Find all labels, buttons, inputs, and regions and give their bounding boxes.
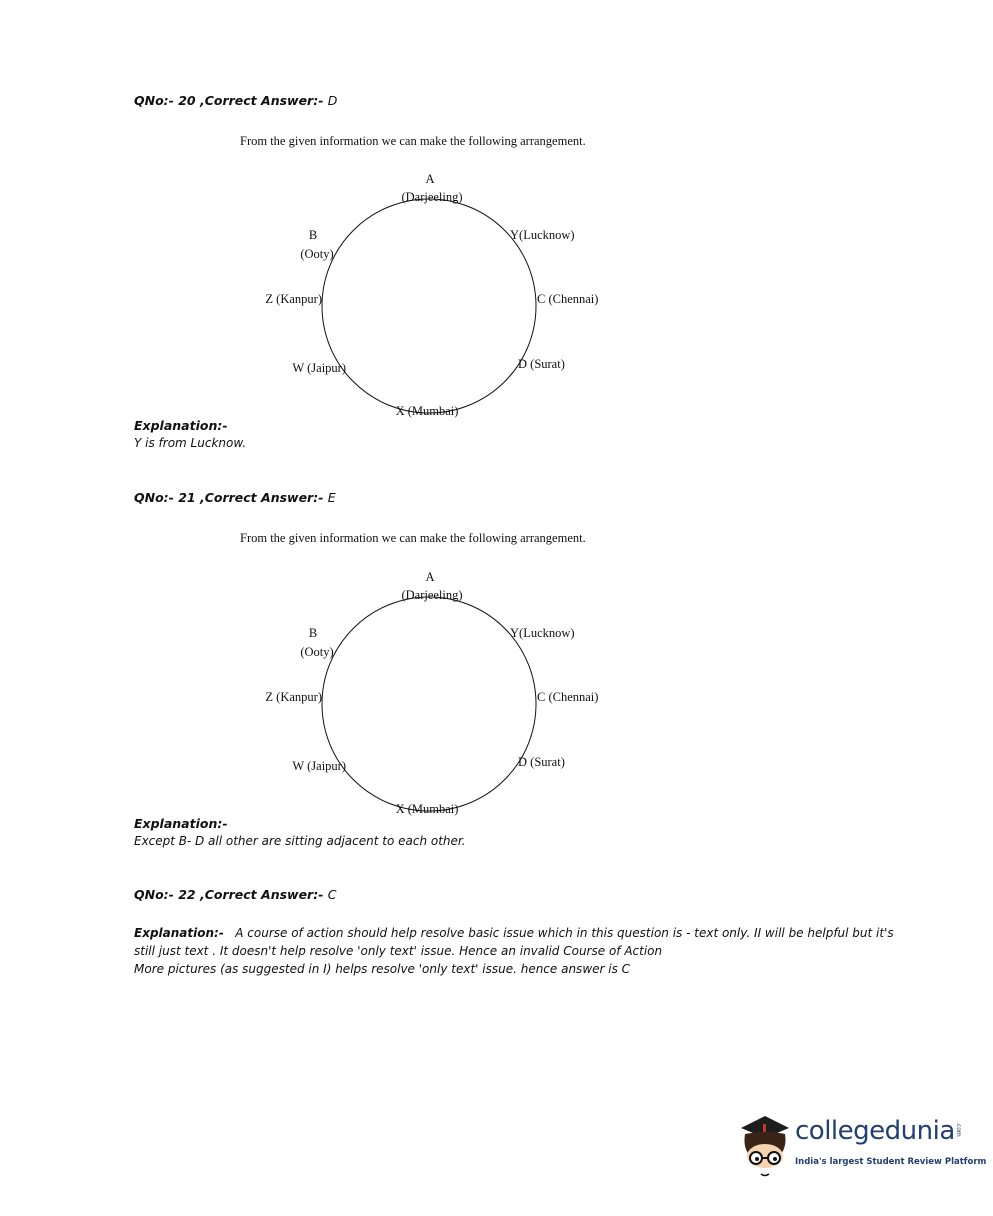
student-mascot-icon: [735, 1108, 795, 1178]
correct-answer: D: [327, 93, 338, 108]
logo-tagline: India's largest Student Review Platform: [795, 1157, 987, 1167]
question-20-header: [134, 93, 337, 108]
seat-a-name: A: [425, 172, 435, 186]
seat-b-city: (Ooty): [300, 645, 334, 659]
logo-wordmark: collegedunia: [795, 1116, 955, 1146]
seat-d-label: D (Surat): [518, 755, 565, 769]
seat-z-label: Z (Kanpur): [265, 292, 322, 306]
question-21-header: [134, 490, 336, 505]
seat-c-label: C (Chennai): [537, 690, 599, 704]
seating-circle: [322, 199, 536, 413]
seat-b-city: (Ooty): [300, 247, 334, 261]
seat-w-label: W (Jaipur): [292, 361, 346, 375]
seat-x-label: X (Mumbai): [395, 802, 459, 816]
seat-a-city: (Darjeeling): [401, 190, 463, 204]
seat-c-label: C (Chennai): [537, 292, 599, 306]
question-header-text: QNo:- 20 ,Correct Answer:-: [134, 93, 324, 108]
question-20-explanation-title: Explanation:-: [134, 418, 228, 433]
seating-circle: [322, 597, 536, 811]
question-22-header: [134, 887, 337, 902]
seat-x-label: X (Mumbai): [395, 404, 459, 418]
question-header-text: QNo:- 22 ,Correct Answer:-: [134, 887, 324, 902]
question-21-intro: From the given information we can make the following arrangement.: [240, 531, 586, 545]
question-21-explanation-title: Explanation:-: [134, 816, 228, 831]
correct-answer: E: [327, 490, 336, 505]
seat-w-label: W (Jaipur): [292, 759, 346, 773]
question-22-explanation-title: Explanation:-: [134, 926, 224, 940]
seat-a-city: (Darjeeling): [401, 588, 463, 602]
correct-answer: C: [327, 887, 337, 902]
seat-d-label: D (Surat): [518, 357, 565, 371]
seat-y-label: Y(Lucknow): [510, 626, 575, 640]
question-20-seating-diagram: [0, 170, 993, 440]
seat-a-name: A: [425, 570, 435, 584]
question-20-intro: From the given information we can make the following arrangement.: [240, 134, 586, 148]
collegedunia-logo: [735, 1108, 987, 1178]
question-21-seating-diagram: [0, 568, 993, 838]
seat-z-label: Z (Kanpur): [265, 690, 322, 704]
seat-y-label: Y(Lucknow): [510, 228, 575, 242]
seat-b-name: B: [308, 626, 318, 640]
question-20-explanation-text: Y is from Lucknow.: [134, 436, 247, 450]
logo-domain-suffix: .com: [955, 1122, 962, 1137]
question-22-explanation-line2: More pictures (as suggested in I) helps resolve 'only text' issue. hence answer is C: [134, 962, 631, 976]
question-header-text: QNo:- 21 ,Correct Answer:-: [134, 490, 324, 505]
seating-circle-svg: [0, 568, 993, 838]
question-21-explanation-text: Except B- D all other are sitting adjacent to each other.: [134, 834, 466, 848]
question-22-explanation-text: A course of action should help resolve basic issue which in this question is - text only. II will be helpful but it's still just text . It doesn't help resolve 'only text' issue. Hence an invalid Course of Action: [134, 926, 894, 958]
seating-circle-svg: [0, 170, 993, 440]
question-22-explanation: [134, 924, 904, 978]
seat-b-name: B: [308, 228, 318, 242]
